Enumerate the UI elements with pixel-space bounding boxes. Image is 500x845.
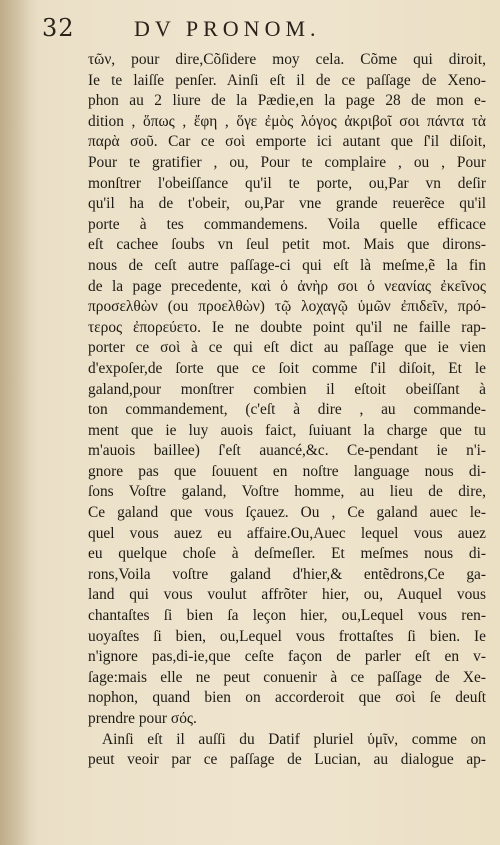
text-line: rons,Voila voſtre galand d'hier,& entẽdrons,Ce ga- — [88, 565, 486, 583]
text-line: nous de ceſt autre paſſage-ci qui eſt là meſme,ẽ la fin — [88, 256, 486, 274]
page-number: 32 — [42, 14, 75, 42]
text-line: τῶν, pour dire,Cõſidere moy cela. Cõme qui diroit, — [88, 51, 486, 68]
text-line: nophon, quand bien on accorderoit que σοὶ ſe deuſt — [88, 689, 486, 707]
text-line: ment que ie luy auois faict, ſuiuant la charge que tu — [88, 421, 486, 439]
text-line: porter ce σοὶ à ce qui eſt dict au paſſage que ie vien — [88, 339, 486, 357]
text-line: προσελθὼν (ou προελθὼν) τῷ λοχαγῷ ὑμῶν ἐπιδεῖν, πρό- — [88, 298, 486, 316]
text-line: m'auois baillee) ſ'eſt auancé,&c. Ce-pendant ie n'i- — [88, 442, 486, 460]
text-line: τερος ἐπορεύετο. Ie ne doubte point qu'il ne faille rap- — [88, 318, 486, 336]
body-text — [88, 50, 486, 771]
text-line: Ie te laiſſe penſer. Ainſi eſt il de ce paſſage de Xeno- — [88, 71, 486, 89]
text-line: ton commandement, (c'eſt à dire , au commande- — [88, 401, 486, 419]
text-line: quel vous auez eu affaire.Ou,Auec lequel vous auez — [88, 524, 486, 542]
text-line: monſtrer l'obeiſſance qu'il te porte, ou,Par vn deſir — [88, 174, 486, 192]
text-line: land qui vous voulut affrõter hier, ou, Auquel vous — [88, 586, 486, 604]
text-line: phon au 2 liure de la Pædie,en la page 28 de mon e- — [88, 92, 486, 110]
text-line: de la page precedente, καὶ ὁ ἀνὴρ σοι ὁ νεανίας ἐκεῖνος — [88, 277, 486, 295]
text-line: chantaſtes ſi bien ſa leçon hier, ou,Lequel vous ren- — [88, 607, 486, 625]
text-line: porte à tes commandemens. Voila quelle efficace — [88, 215, 486, 233]
text-line: peut veoir par ce paſſage de Lucian, au dialogue ap- — [88, 751, 486, 769]
text-line: dition , ὅπως , ἔφη , ὅγε ἐμὸς λόγος ἀκριβοῖ σοι πάντα τὰ — [88, 112, 486, 130]
text-line: d'expoſer,de ſorte que ce ſoit comme ſ'il diſoit, Et le — [88, 359, 486, 377]
text-line: ſons Voſtre galand, Voſtre homme, au lieu de dire, — [88, 483, 486, 501]
text-line: eu quelque choſe à deſmeſler. Et meſmes nous di- — [88, 545, 486, 563]
text-line: Pour te gratifier , ou, Pour te complaire , ou , Pour — [88, 153, 486, 171]
page-gutter-shadow — [0, 0, 40, 845]
text-line: eſt cachee ſoubs vn ſeul petit mot. Mais que dirons- — [88, 236, 486, 254]
text-line: gnore pas que ſouuent en noſtre language nous di- — [88, 462, 486, 480]
text-line: uoyaſtes ſi bien, ou,Lequel vous frottaſtes ſi bien. Ie — [88, 627, 486, 645]
text-line: n'ignore pas,di-ie,que ceſte façon de parler eſt en v- — [88, 648, 486, 666]
text-line: ſage:mais elle ne peut conuenir à ce paſſage de Xe- — [88, 668, 486, 686]
text-line: παρὰ σοῦ. Car ce σοὶ emporte ici autant que ſ'il diſoit, — [88, 133, 486, 151]
text-line: Ainſi eſt il auſſi du Datif pluriel ὑμῖν, comme on — [102, 730, 486, 748]
text-line: qu'il ha de t'obeir, ou,Par vne grande reuerẽce qu'il — [88, 195, 486, 213]
text-line: prendre pour σός. — [88, 710, 197, 727]
page-header — [42, 10, 480, 46]
text-line: galand,pour monſtrer combien il eſtoit obeiſſant à — [88, 380, 486, 398]
text-line: Ce galand que vous ſçauez. Ou , Ce galand auec le- — [88, 504, 486, 522]
running-title: DV PRONOM. — [134, 16, 321, 41]
